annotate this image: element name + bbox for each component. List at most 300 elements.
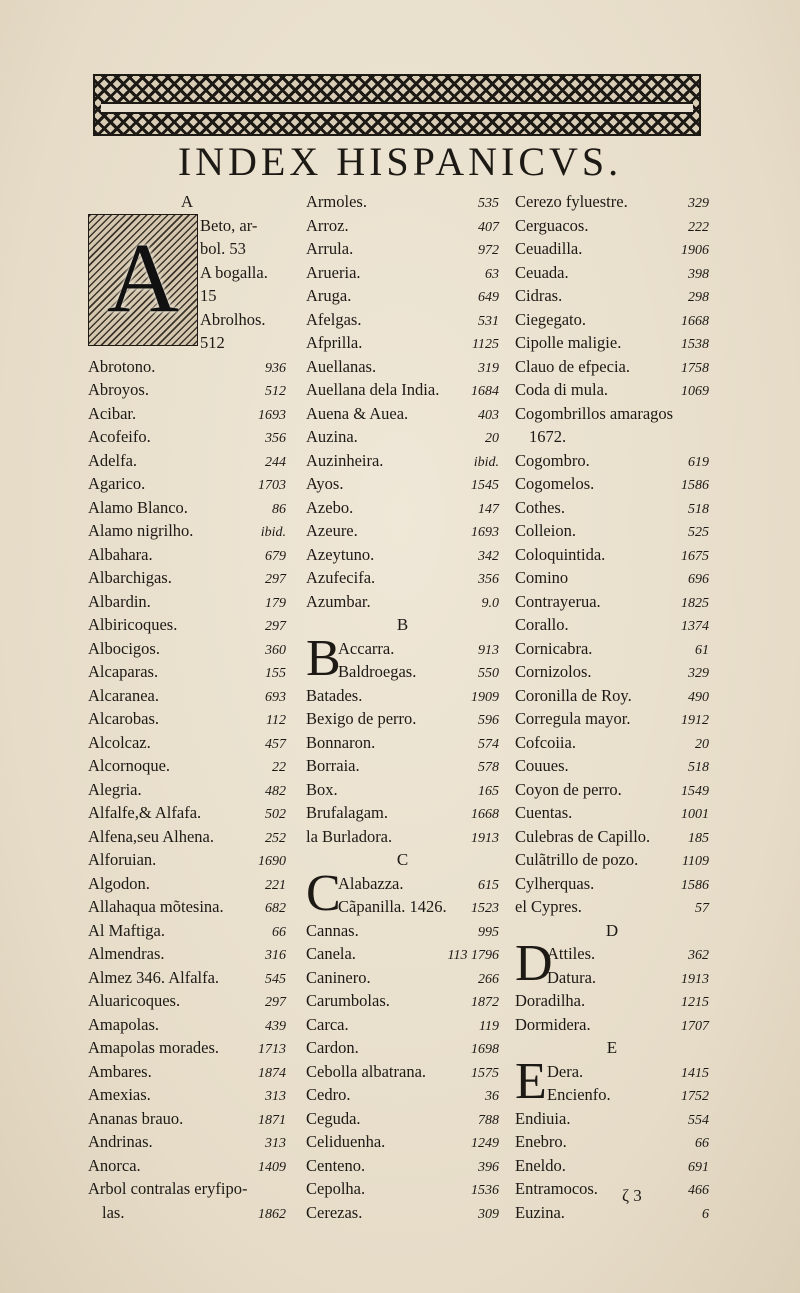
index-entry <box>88 566 286 590</box>
index-entry <box>338 872 499 896</box>
entry-term: bol. 53 <box>200 239 246 258</box>
index-entry <box>88 425 286 449</box>
entry-term: Cogombro. <box>515 450 590 470</box>
entry-page-number: 691 <box>688 1159 709 1175</box>
index-entry <box>515 731 709 755</box>
index-entry <box>515 825 709 849</box>
entry-page-number: 360 <box>265 642 286 658</box>
index-entry <box>88 402 286 426</box>
entry-page-number: 490 <box>688 689 709 705</box>
entry-term: Euzina. <box>515 1202 565 1222</box>
entry-term: Encienfo. <box>547 1085 611 1104</box>
entry-page-number: 1909 <box>471 689 499 705</box>
entry-term: Arrula. <box>306 239 354 258</box>
entry-page-number: 309 <box>478 1206 499 1222</box>
entry-term: Arueria. <box>306 262 361 282</box>
index-entry <box>88 919 286 943</box>
entry-term: Alamo nigrilho. <box>88 521 194 540</box>
index-entry <box>306 1107 499 1131</box>
entry-term: Contrayerua. <box>515 591 601 611</box>
entry-term: Celiduenha. <box>306 1132 386 1151</box>
index-entry <box>515 895 709 919</box>
index-entry <box>515 449 709 473</box>
index-entry <box>515 707 709 731</box>
entry-term: Dera. <box>547 1061 584 1081</box>
index-entry <box>515 237 709 261</box>
entry-term: Azumbar. <box>306 591 371 611</box>
entry-page-number: 693 <box>265 689 286 705</box>
index-column-3 <box>515 190 709 1224</box>
index-entry <box>306 1201 499 1225</box>
index-entry <box>515 1201 709 1225</box>
entry-term: Bonnaron. <box>306 732 376 752</box>
index-entry <box>306 1154 499 1178</box>
entry-term: Attiles. <box>547 944 596 963</box>
entry-page-number: 535 <box>478 196 499 211</box>
entry-term: Amapolas morades. <box>88 1038 220 1057</box>
entry-page-number: 329 <box>688 196 709 211</box>
index-entry <box>338 660 499 684</box>
entry-term: Cogomelos. <box>515 474 595 493</box>
index-entry <box>88 1060 286 1084</box>
index-entry <box>88 966 286 990</box>
entry-page-number: 329 <box>688 666 709 681</box>
entry-term: Amapolas. <box>88 1014 160 1034</box>
index-entry <box>306 1130 499 1154</box>
index-entry <box>306 707 499 731</box>
entry-term: Dormidera. <box>515 1014 591 1034</box>
entry-term: Auena & Auea. <box>306 403 409 423</box>
entry-page-number: 554 <box>688 1112 709 1128</box>
index-entry <box>88 872 286 896</box>
entry-term: Ayos. <box>306 474 344 493</box>
entry-page-number: 913 <box>478 642 499 658</box>
index-entry <box>200 284 286 308</box>
entry-page-number: 66 <box>695 1136 709 1151</box>
index-entry <box>306 378 499 402</box>
index-entry <box>515 472 709 496</box>
entry-page-number: 179 <box>265 595 286 611</box>
index-entry <box>88 496 286 520</box>
entry-page-number: 342 <box>478 548 499 564</box>
entry-list-a <box>306 190 499 613</box>
entry-page-number: 57 <box>695 901 709 916</box>
entry-term: el Cypres. <box>515 897 582 916</box>
entry-page-number: 1703 <box>258 478 286 493</box>
entry-page-number: 1752 <box>681 1089 709 1104</box>
entry-page-number: 298 <box>688 290 709 305</box>
index-entry <box>306 402 499 426</box>
index-entry <box>306 731 499 755</box>
entry-page-number: 545 <box>265 971 286 987</box>
index-entry <box>306 919 499 943</box>
entry-term: Brufalagam. <box>306 803 389 822</box>
page-title: INDEX HISPANICVS. <box>177 139 623 184</box>
index-entry <box>515 214 709 238</box>
entry-page-number: 297 <box>265 572 286 587</box>
entry-term: Alcaparas. <box>88 662 159 681</box>
entry-page-number: 1575 <box>471 1065 499 1081</box>
entry-term: Auzina. <box>306 427 358 446</box>
entry-term: Alcolcaz. <box>88 732 151 752</box>
index-entry <box>306 237 499 261</box>
entry-term: Baldroegas. <box>338 662 417 681</box>
entry-term: Cuentas. <box>515 803 573 822</box>
entry-term: Arbol contralas eryfipo- <box>88 1179 248 1198</box>
index-entry <box>88 731 286 755</box>
index-entry <box>306 1083 499 1107</box>
index-entry <box>88 613 286 637</box>
entry-term: las. <box>102 1202 125 1222</box>
entry-page-number: 1249 <box>471 1136 499 1151</box>
entry-term: Canela. <box>306 944 356 963</box>
entry-page-number: 1707 <box>681 1018 709 1034</box>
dropcap-d: D <box>515 935 553 992</box>
entry-term: Allahaqua mõtesina. <box>88 897 224 916</box>
entry-term: Coronilla de Roy. <box>515 685 632 705</box>
entry-term: Aluaricoques. <box>88 991 181 1010</box>
entry-term: Ceuadilla. <box>515 239 583 258</box>
entry-page-number: 1069 <box>681 384 709 399</box>
index-entry <box>515 1130 709 1154</box>
entry-page-number: 1415 <box>681 1065 709 1081</box>
index-entry <box>515 308 709 332</box>
entry-page-number: 119 <box>479 1018 499 1034</box>
index-entry <box>306 496 499 520</box>
entry-page-number: 252 <box>265 830 286 846</box>
index-entry <box>306 472 499 496</box>
historiated-initial-a: A <box>88 214 198 346</box>
entry-term: Cardon. <box>306 1038 359 1057</box>
index-entry <box>88 778 286 802</box>
index-entry <box>547 1083 709 1107</box>
index-entry <box>515 261 709 285</box>
index-entry <box>515 543 709 567</box>
index-entry <box>88 1083 286 1107</box>
entry-term: Alamo Blanco. <box>88 497 188 517</box>
entry-term: Cogombrillos amaragos <box>515 403 674 423</box>
entry-page-number: 1913 <box>681 971 709 987</box>
entry-page-number: 398 <box>688 266 709 282</box>
entry-page-number: 1713 <box>258 1042 286 1057</box>
entry-term: Ambares. <box>88 1061 152 1081</box>
entry-term: Culebras de Capillo. <box>515 826 651 846</box>
index-column-2 <box>306 190 499 1224</box>
index-entry <box>515 566 709 590</box>
entry-page-number: 1536 <box>471 1183 499 1198</box>
index-entry <box>515 778 709 802</box>
entry-page-number: 615 <box>478 877 499 893</box>
index-entry <box>306 778 499 802</box>
entry-page-number: 1125 <box>472 337 499 352</box>
entry-page-number: 1862 <box>258 1206 286 1222</box>
entry-page-number: 396 <box>478 1159 499 1175</box>
index-entry <box>547 942 709 966</box>
entry-term: Couues. <box>515 756 569 775</box>
index-entry <box>88 1177 286 1201</box>
entry-term: Abroyos. <box>88 380 149 399</box>
entry-term: Accarra. <box>338 638 395 658</box>
entry-term: Alcarobas. <box>88 709 160 728</box>
index-entry: 512 <box>200 333 225 352</box>
entry-page-number: 596 <box>478 713 499 728</box>
entry-term: Cylherquas. <box>515 873 595 893</box>
entry-page-number: 313 <box>265 1089 286 1104</box>
entry-term: Auellanas. <box>306 356 377 376</box>
entry-term: Cerezo fyluestre. <box>515 192 628 211</box>
entry-term: Agarico. <box>88 474 146 493</box>
entry-term: Alabazza. <box>338 873 404 893</box>
entry-page-number: 113 1796 <box>447 948 499 963</box>
index-column-1 <box>88 190 286 1224</box>
entry-page-number: 313 <box>265 1136 286 1151</box>
section-letter-e: E <box>606 1038 618 1057</box>
ornamental-headpiece <box>93 74 701 136</box>
entry-page-number: 502 <box>265 807 286 822</box>
dropcap-b: B <box>306 629 341 687</box>
entry-term: Corregula mayor. <box>515 709 631 728</box>
dropcap-c: C <box>306 864 341 922</box>
entry-page-number: 297 <box>265 619 286 634</box>
entry-page-number: 1871 <box>258 1112 286 1128</box>
index-entry <box>306 261 499 285</box>
index-entry <box>306 543 499 567</box>
entry-term: Culãtrillo de pozo. <box>515 850 639 869</box>
entry-page-number: 1693 <box>258 407 286 423</box>
dropcap-e: E <box>515 1052 547 1110</box>
index-entry <box>515 848 709 872</box>
index-entry <box>306 284 499 308</box>
entry-term: Enebro. <box>515 1132 567 1151</box>
index-entry <box>306 1060 499 1084</box>
entry-page-number: 1374 <box>681 619 709 634</box>
index-entry <box>88 590 286 614</box>
entry-page-number: 1538 <box>681 337 709 352</box>
entry-page-number: 679 <box>265 548 286 564</box>
index-entry <box>306 754 499 778</box>
index-entry <box>515 660 709 684</box>
index-entry <box>200 237 286 261</box>
entry-page-number: 6 <box>702 1206 709 1222</box>
index-entry <box>200 308 286 332</box>
entry-term: Cepolha. <box>306 1179 366 1198</box>
entry-term: Arroz. <box>306 215 349 235</box>
entry-page-number: 20 <box>695 736 709 752</box>
entry-page-number: 972 <box>478 243 499 258</box>
entry-term: Cãpanilla. 1426. <box>338 897 447 916</box>
index-entry <box>515 613 709 637</box>
entry-page-number: 457 <box>265 736 286 752</box>
index-entry <box>88 1013 286 1037</box>
entry-term: Cofcoiia. <box>515 732 576 752</box>
entry-page-number: 244 <box>265 454 286 470</box>
index-entry <box>88 754 286 778</box>
index-entry <box>88 825 286 849</box>
entry-page-number: 266 <box>478 971 499 987</box>
index-entry <box>515 590 709 614</box>
entry-page-number: 531 <box>478 313 499 329</box>
index-entry <box>306 519 499 543</box>
entry-term: Albardin. <box>88 591 151 611</box>
entry-term: Al Maftiga. <box>88 920 165 940</box>
entry-term: Andrinas. <box>88 1132 153 1151</box>
section-letter-b: B <box>396 615 409 634</box>
entry-list-c <box>306 919 499 1225</box>
entry-list <box>88 355 286 1225</box>
entry-term: A bogalla. <box>200 262 268 282</box>
index-entry <box>88 1130 286 1154</box>
entry-page-number: 1825 <box>681 595 709 611</box>
entry-page-number: 578 <box>478 760 499 775</box>
index-entry <box>88 472 286 496</box>
entry-page-number: 788 <box>478 1112 499 1128</box>
entry-term: Clauo de efpecia. <box>515 356 630 376</box>
entry-page-number: 1549 <box>681 783 709 799</box>
entry-page-number: 356 <box>478 572 499 587</box>
entry-term: Albarchigas. <box>88 568 172 587</box>
entry-list-b <box>306 684 499 849</box>
entry-term: Afelgas. <box>306 309 362 329</box>
index-entry <box>306 684 499 708</box>
index-entry <box>88 1201 286 1225</box>
section-letter-c: C <box>396 850 409 869</box>
entry-page-number: 936 <box>265 360 286 376</box>
entry-page-number: 1913 <box>471 830 499 846</box>
index-entry <box>88 449 286 473</box>
entry-term: Centeno. <box>306 1155 366 1175</box>
entry-list-d <box>515 989 709 1036</box>
entry-term: Abrotono. <box>88 356 156 376</box>
section-letter-a: A <box>180 192 194 211</box>
index-entry <box>88 1036 286 1060</box>
index-entry <box>515 355 709 379</box>
entry-page-number: 518 <box>688 760 709 775</box>
index-entry <box>515 378 709 402</box>
index-entry <box>88 543 286 567</box>
entry-term: Adelfa. <box>88 450 138 470</box>
entry-term: Ananas brauo. <box>88 1108 184 1128</box>
entry-term: Albiricoques. <box>88 615 178 634</box>
entry-term: Azebo. <box>306 497 354 517</box>
entry-term: Coloquintida. <box>515 544 606 564</box>
section-letter-d: D <box>605 920 619 940</box>
entry-page-number: 995 <box>478 924 499 940</box>
entry-term: Alcaranea. <box>88 685 159 705</box>
index-entry <box>515 425 709 449</box>
entry-page-number: 297 <box>265 995 286 1010</box>
entry-page-number: 1215 <box>681 995 709 1010</box>
index-entry <box>306 590 499 614</box>
index-entry <box>515 801 709 825</box>
entry-term: Caninero. <box>306 967 371 987</box>
entry-page-number: 649 <box>478 290 499 305</box>
index-entry <box>306 825 499 849</box>
entry-page-number: 1693 <box>471 525 499 540</box>
entry-page-number: 20 <box>485 431 499 446</box>
index-entry <box>515 684 709 708</box>
index-entry <box>306 989 499 1013</box>
index-entry <box>306 449 499 473</box>
index-entry <box>515 496 709 520</box>
index-entry <box>306 942 499 966</box>
index-entry <box>547 1060 709 1084</box>
index-entry <box>88 378 286 402</box>
entry-term: Cannas. <box>306 920 359 940</box>
entry-page-number: 63 <box>485 266 499 282</box>
entry-term: Box. <box>306 779 338 799</box>
entry-term: 15 <box>200 286 217 305</box>
entry-term: Alegria. <box>88 779 142 799</box>
entry-term: Albahara. <box>88 544 153 564</box>
index-entry <box>306 801 499 825</box>
entry-page-number: 185 <box>688 830 709 846</box>
index-entry <box>306 425 499 449</box>
index-entry <box>88 942 286 966</box>
entry-term: Coyon de perro. <box>515 779 622 799</box>
entry-term: Acofeifo. <box>88 427 151 446</box>
index-entry <box>515 519 709 543</box>
entry-page-number: 22 <box>272 760 286 775</box>
entry-page-number: 222 <box>688 219 709 235</box>
entry-term: Endiuia. <box>515 1108 571 1128</box>
entry-term: Entramocos. <box>515 1179 598 1198</box>
entry-term: Alfalfe,& Alfafa. <box>88 803 202 822</box>
index-entry <box>306 331 499 355</box>
entry-page-number: 356 <box>265 431 286 446</box>
index-entry <box>306 966 499 990</box>
entry-term: Aruga. <box>306 286 352 305</box>
index-entry <box>515 331 709 355</box>
entry-term: Borraia. <box>306 756 360 775</box>
entry-page-number: 155 <box>265 666 286 681</box>
index-entry <box>306 214 499 238</box>
entry-page-number: 86 <box>272 501 286 517</box>
entry-page-number: 9.0 <box>481 595 499 611</box>
entry-term: Bexigo de perro. <box>306 709 417 728</box>
index-entry <box>88 989 286 1013</box>
entry-term: Auellana dela India. <box>306 380 440 399</box>
entry-page-number: 696 <box>688 572 709 587</box>
entry-term: Azeure. <box>306 521 358 540</box>
entry-page-number: 147 <box>478 501 499 517</box>
index-entry <box>88 895 286 919</box>
index-entry <box>88 355 286 379</box>
entry-term: Acibar. <box>88 403 137 423</box>
entry-term: Corallo. <box>515 615 569 634</box>
entry-page-number: 682 <box>265 901 286 916</box>
entry-term: Alforuian. <box>88 850 157 869</box>
entry-page-number: 36 <box>485 1089 499 1104</box>
index-entry <box>88 1107 286 1131</box>
entry-page-number: 1001 <box>681 807 709 822</box>
entry-page-number: 1872 <box>471 995 499 1010</box>
entry-term: Ceguda. <box>306 1108 361 1128</box>
index-entry <box>88 637 286 661</box>
entry-term: Cedro. <box>306 1085 351 1104</box>
entry-page-number: 165 <box>478 783 499 799</box>
entry-term: Doradilha. <box>515 991 586 1010</box>
entry-term: Alfena,seu Alhena. <box>88 826 214 846</box>
entry-page-number: 466 <box>688 1183 709 1198</box>
entry-term: Anorca. <box>88 1155 141 1175</box>
entry-page-number: 1912 <box>681 713 709 728</box>
entry-page-number: 525 <box>688 525 709 540</box>
entry-page-number: 316 <box>265 948 286 963</box>
entry-page-number: 407 <box>478 219 499 235</box>
index-entry <box>515 637 709 661</box>
entry-page-number: 403 <box>478 407 499 423</box>
index-entry <box>515 872 709 896</box>
